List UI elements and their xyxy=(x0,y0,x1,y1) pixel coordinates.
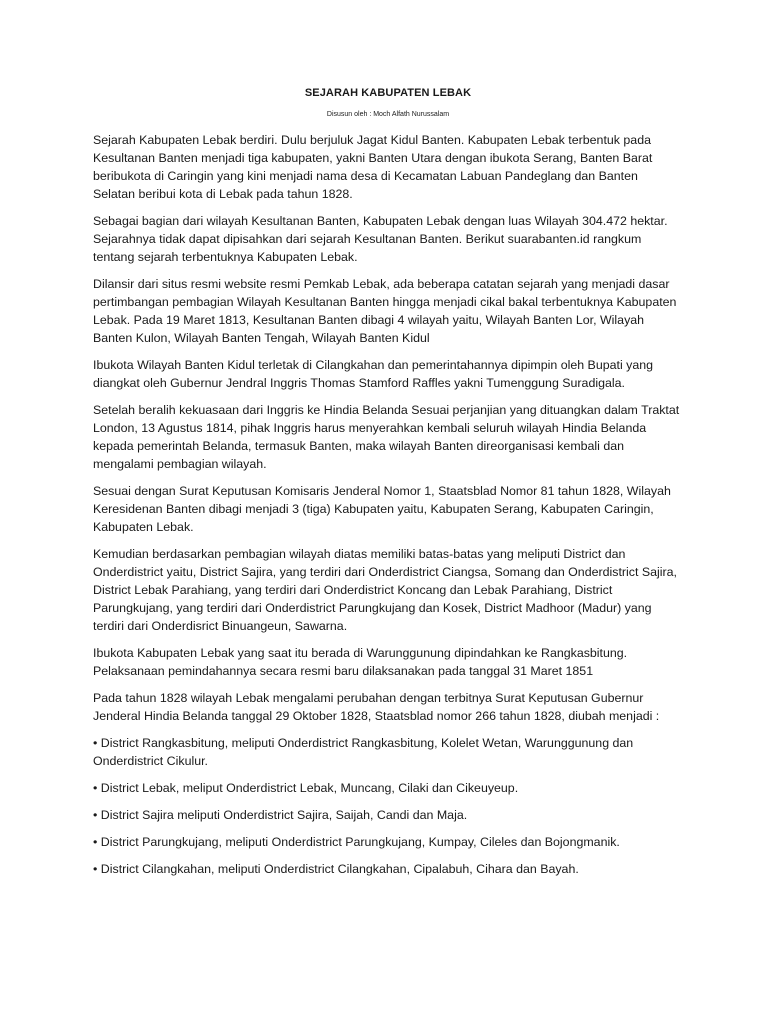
bullet-mark: • xyxy=(93,808,98,822)
paragraph: Dilansir dari situs resmi website resmi Pemkab Lebak, ada beberapa catatan sejarah yang menjadi dasar pertimbangan pembagian Wilayah Kesultanan Banten hingga menjadi cikal bakal terbentuknya Kabupaten Lebak. Pada 19 Maret 1813, Kesultanan Banten dibagi 4 wilayah yaitu, Wilayah Banten Lor, Wilayah Banten Kulon, Wilayah Banten Tengah, Wilayah Banten Kidul xyxy=(93,277,677,345)
bullet-item xyxy=(93,833,683,851)
paragraph: Sesuai dengan Surat Keputusan Komisaris Jenderal Nomor 1, Staatsblad Nomor 81 tahun 1828, Wilayah Keresidenan Banten dibagi menjadi 3 (tiga) Kabupaten yaitu, Kabupaten Serang, Kabupaten Caringin, Kabupaten Lebak. xyxy=(93,484,671,534)
bullet-mark: • xyxy=(93,835,98,849)
document-title: SEJARAH KABUPATEN LEBAK xyxy=(304,87,472,99)
paragraph: Ibukota Wilayah Banten Kidul terletak di Cilangkahan dan pemerintahannya dipimpin oleh Bupati yang diangkat oleh Gubernur Jendral Inggris Thomas Stamford Raffles yakni Tumenggung Suradigala. xyxy=(93,358,654,390)
document-body xyxy=(93,86,683,887)
document-author: Disusun oleh : Moch Alfath Nurussalam xyxy=(326,111,450,118)
bullet-text: District Sajira meliputi Onderdistrict Sajira, Saijah, Candi dan Maja. xyxy=(100,808,468,822)
bullet-text: District Rangkasbitung, meliputi Onderdistrict Rangkasbitung, Kolelet Wetan, Warunggunung dan Onderdistrict Cikulur. xyxy=(93,736,634,768)
bullet-item xyxy=(93,860,683,878)
bullet-mark: • xyxy=(93,781,98,795)
paragraph: Setelah beralih kekuasaan dari Inggris ke Hindia Belanda Sesuai perjanjian yang dituangkan dalam Traktat London, 13 Agustus 1814, pihak Inggris harus menyerahkan kembali seluruh wilayah Hindia Belanda kepada pemerintah Belanda, termasuk Banten, maka wilayah Banten direorganisasi kembali dan mengalami pembagian wilayah. xyxy=(93,403,680,471)
paragraph: Pada tahun 1828 wilayah Lebak mengalami perubahan dengan terbitnya Surat Keputusan Gubernur Jenderal Hindia Belanda tanggal 29 Oktober 1828, Staatsblad nomor 266 tahun 1828, diubah menjadi : xyxy=(93,691,660,723)
bullet-text: District Cilangkahan, meliputi Onderdistrict Cilangkahan, Cipalabuh, Cihara dan Bayah. xyxy=(100,862,579,876)
bullet-mark: • xyxy=(93,736,98,750)
paragraph: Sebagai bagian dari wilayah Kesultanan Banten, Kabupaten Lebak dengan luas Wilayah 304.472 hektar. Sejarahnya tidak dapat dipisahkan dari sejarah Kesultanan Banten. Berikut suarabanten.id rangkum tentang sejarah terbentuknya Kabupaten Lebak. xyxy=(93,214,668,264)
bullet-item xyxy=(93,779,683,797)
bullet-text: District Lebak, meliput Onderdistrict Lebak, Muncang, Cilaki dan Cikeuyeup. xyxy=(100,781,519,795)
bullet-mark: • xyxy=(93,862,98,876)
paragraph: Sejarah Kabupaten Lebak berdiri. Dulu berjuluk Jagat Kidul Banten. Kabupaten Lebak terbentuk pada Kesultanan Banten menjadi tiga kabupaten, yakni Banten Utara dengan ibukota Serang, Banten Barat beribukota di Caringin yang kini menjadi nama desa di Kecamatan Labuan Pandeglang dan Banten Selatan beribui kota di Lebak pada tahun 1828. xyxy=(93,133,653,201)
paragraph: Kemudian berdasarkan pembagian wilayah diatas memiliki batas-batas yang meliputi District dan Onderdistrict yaitu, District Sajira, yang terdiri dari Onderdistrict Ciangsa, Somang dan Onderdistrict Sajira, District Lebak Parahiang, yang terdiri dari Onderdistrict Koncang dan Lebak Parahiang, District Parungkujang, yang terdiri dari Onderdistrict Parungkujang dan Kosek, District Madhoor (Madur) yang terdiri dari Onderdisrict Binuangeun, Sawarna. xyxy=(93,547,677,633)
bullet-item xyxy=(93,806,683,824)
paragraph: Ibukota Kabupaten Lebak yang saat itu berada di Warunggunung dipindahkan ke Rangkasbitung. Pelaksanaan pemindahannya secara resmi baru dilaksanakan pada tanggal 31 Maret 1851 xyxy=(93,646,628,678)
bullet-item xyxy=(93,734,683,770)
bullet-text: District Parungkujang, meliputi Onderdistrict Parungkujang, Kumpay, Cileles dan Bojongmanik. xyxy=(100,835,620,849)
